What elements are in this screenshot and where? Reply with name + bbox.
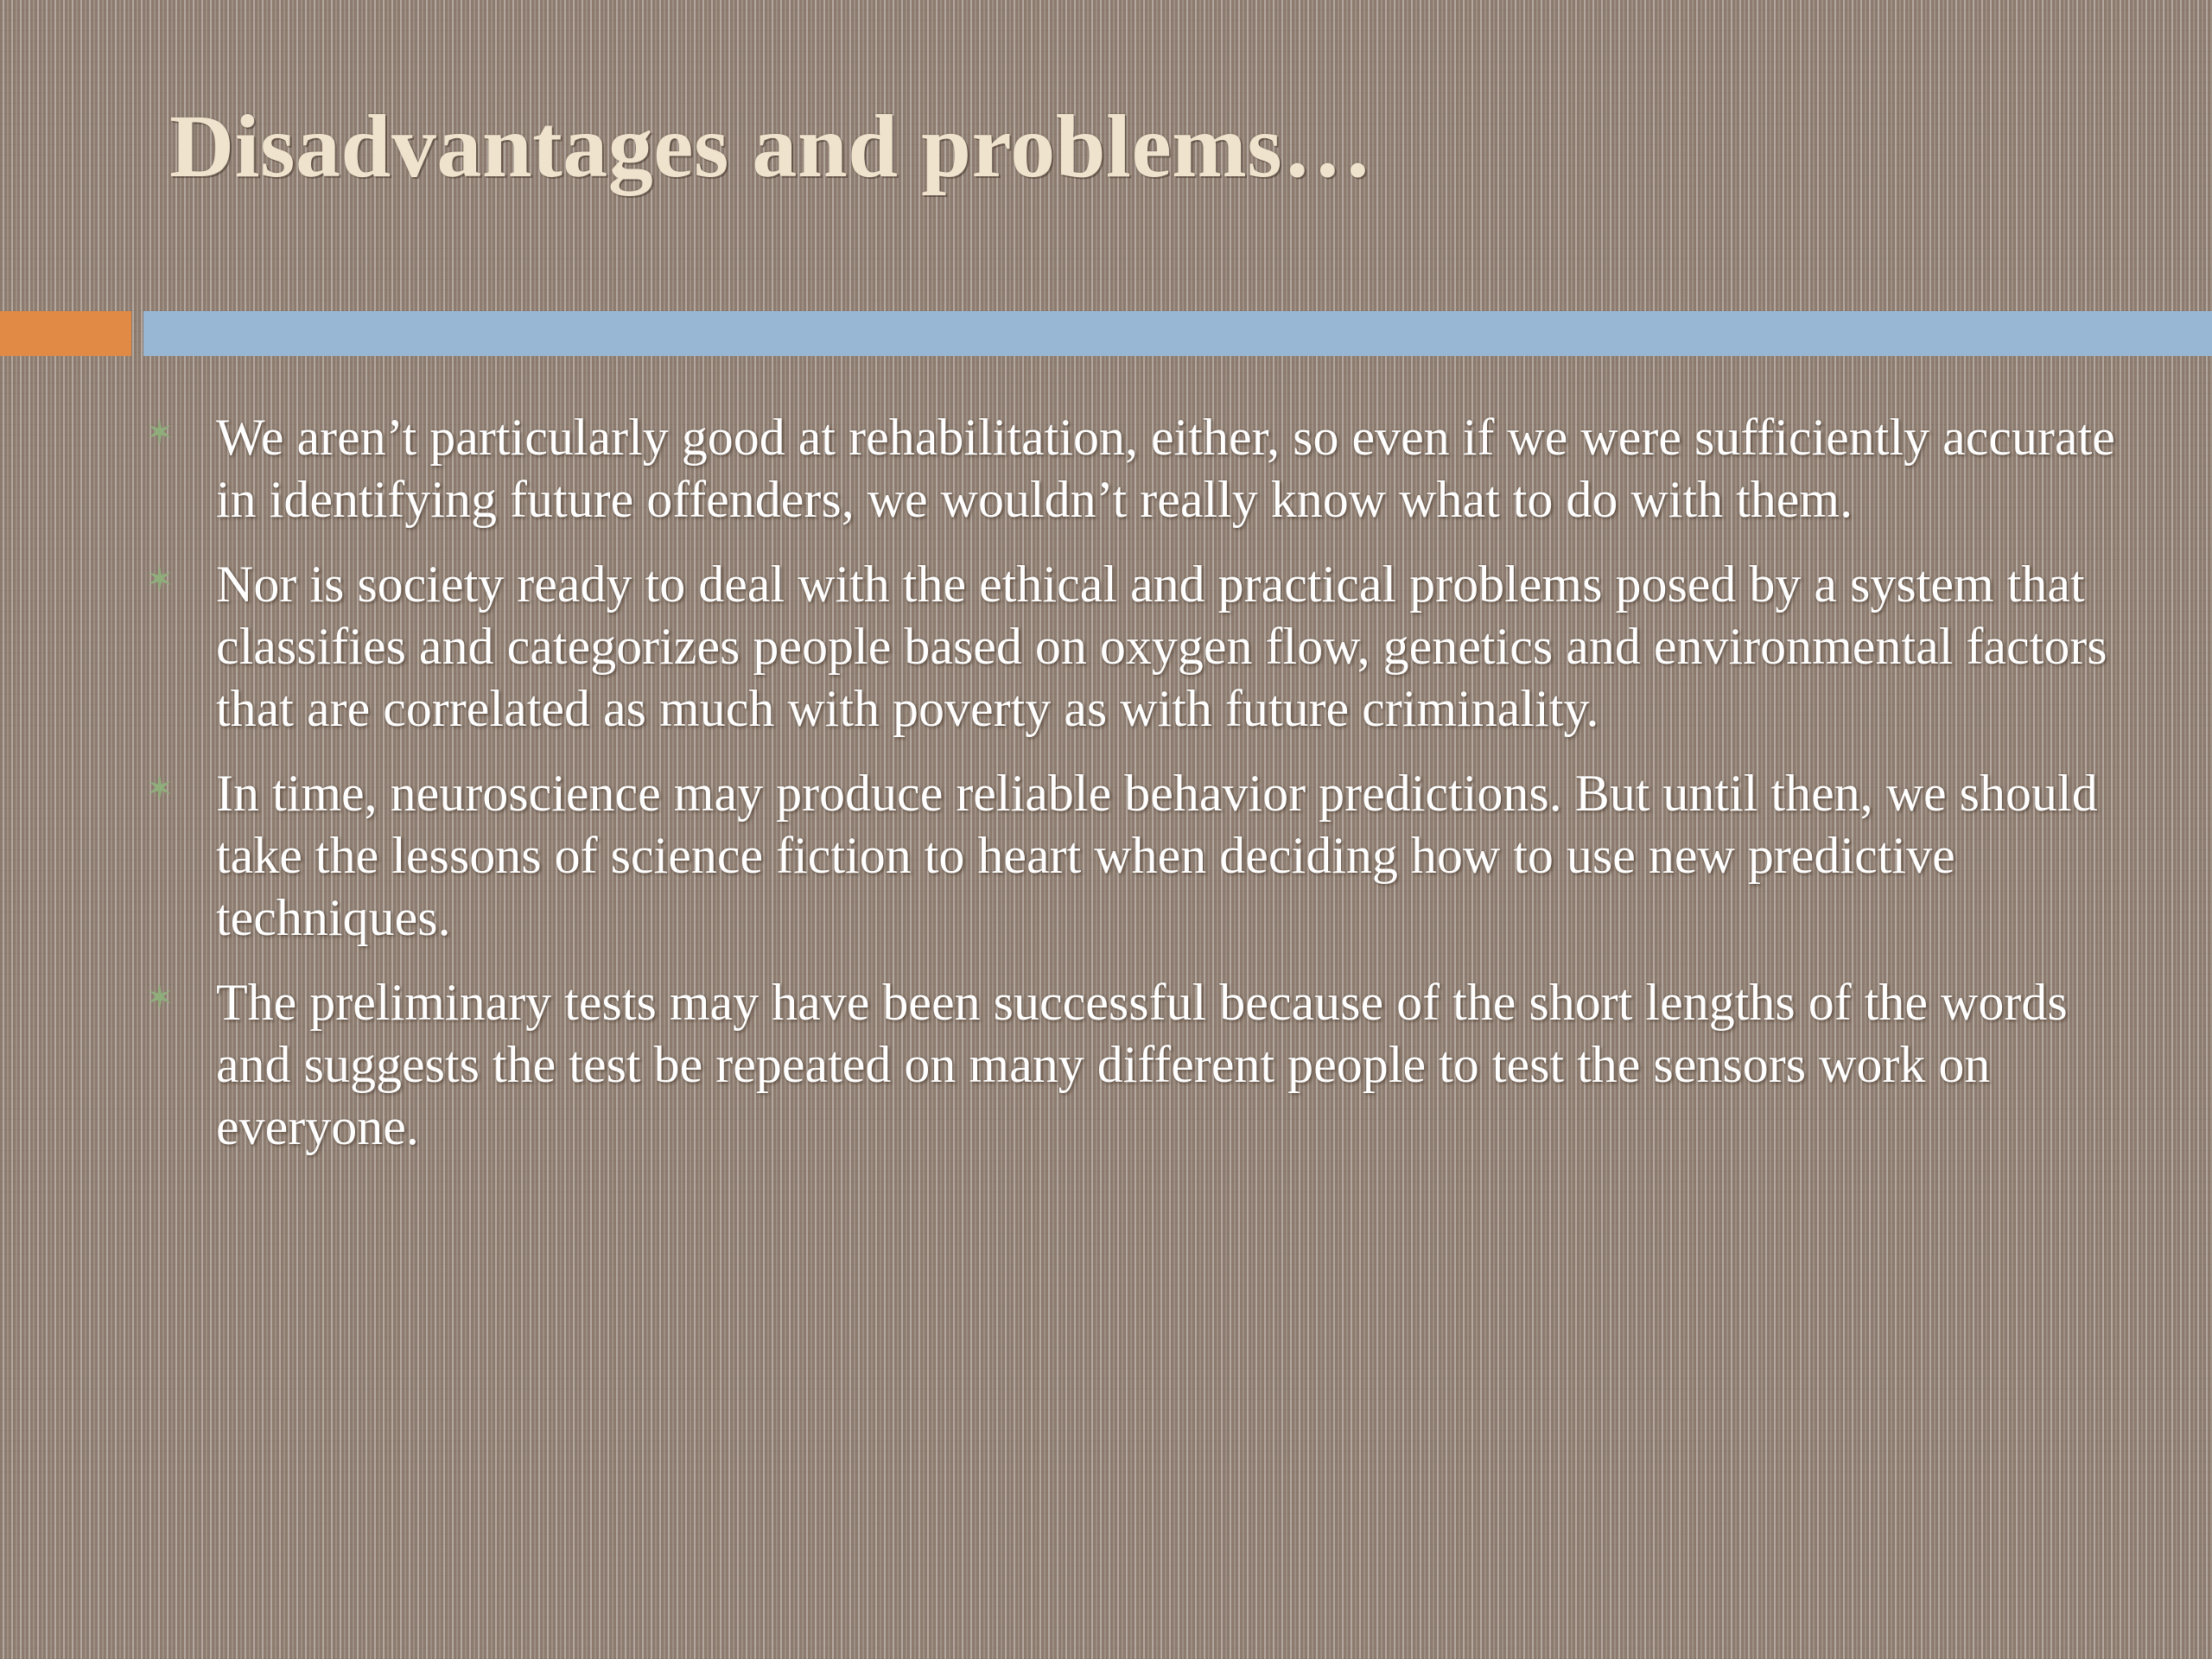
bullet-marker-icon: ✶ (145, 978, 175, 1017)
list-item (130, 406, 2117, 531)
list-item-text: In time, neuroscience may produce reliable behavior predictions. But until then, we should take the lessons of science fiction to heart when deciding how to use new predictive techniques. (216, 765, 2098, 946)
list-item-text: We aren’t particularly good at rehabilitation, either, so even if we were sufficiently accurate in identifying future offenders, we wouldn’t really know what to do with them. (216, 409, 2115, 528)
list-item (130, 553, 2117, 740)
title-divider (0, 304, 2212, 363)
divider-bar (143, 311, 2212, 356)
list-item (130, 762, 2117, 949)
list-item-text: The preliminary tests may have been successful because of the short lengths of the words and suggests the test be repeated on many different people to test the sensors work on everyone. (216, 974, 2068, 1155)
slide-body (130, 406, 2117, 1158)
divider-accent-block (0, 311, 131, 356)
bullet-marker-icon: ✶ (145, 413, 175, 452)
slide-title-area (0, 95, 2212, 207)
page-title: Disadvantages and problems… (169, 97, 1373, 196)
list-item (130, 971, 2117, 1158)
bullet-marker-icon: ✶ (145, 769, 175, 808)
list-item-text: Nor is society ready to deal with the ethical and practical problems posed by a system that classifies and categorizes people based on oxygen flow, genetics and environmental factors that are correlated as much with poverty as with future criminality. (216, 556, 2107, 737)
bullet-marker-icon: ✶ (145, 560, 175, 599)
